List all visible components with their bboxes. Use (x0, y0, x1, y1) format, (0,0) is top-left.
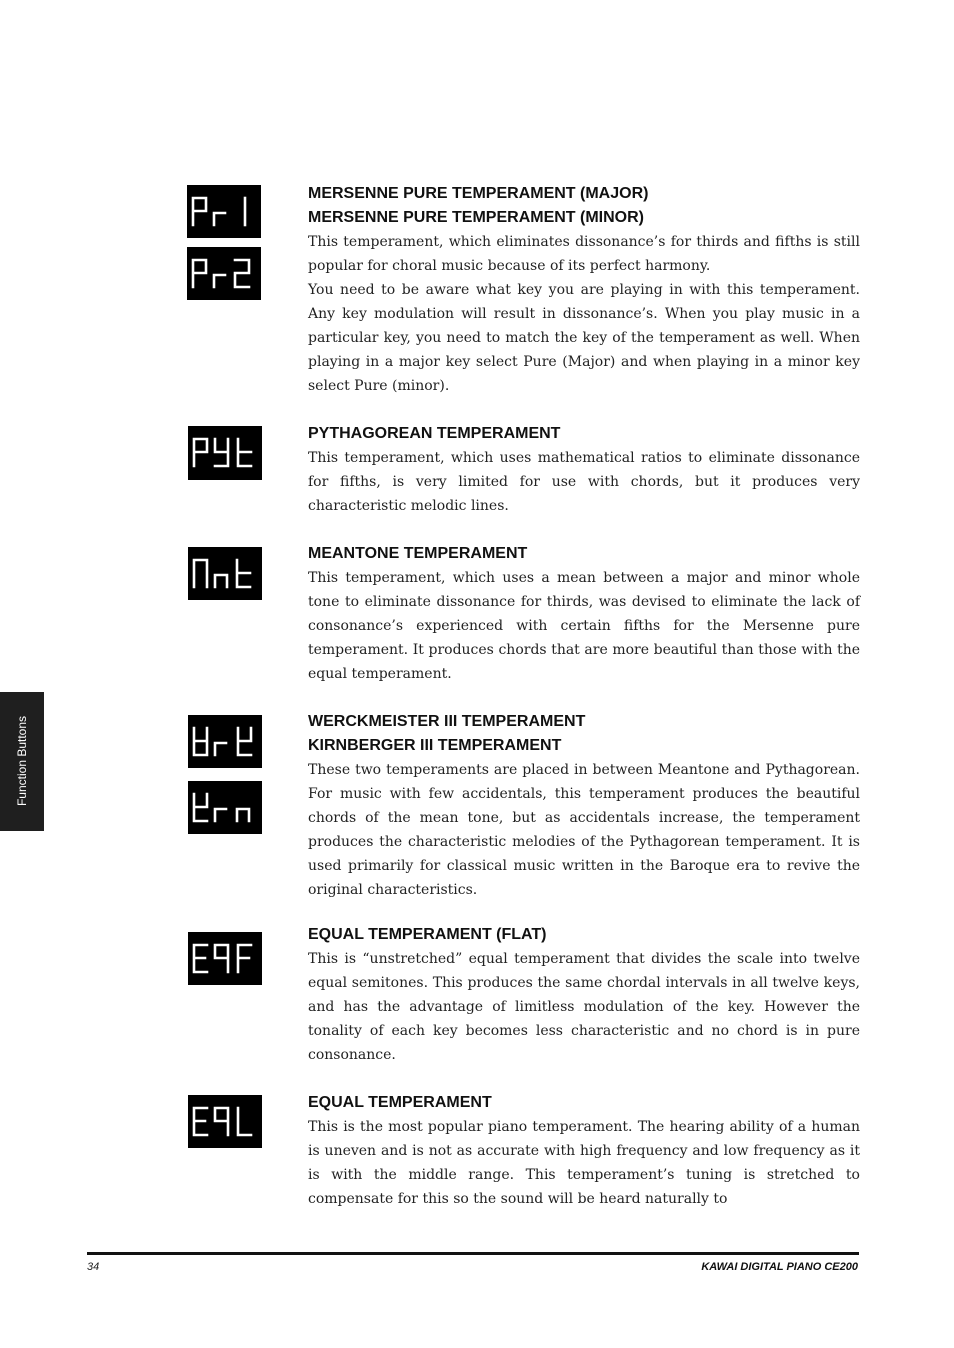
section-heading: EQUAL TEMPERAMENT (308, 1094, 492, 1111)
function-buttons-side-tab (0, 692, 44, 831)
section-paragraph: This temperament, which uses a mean between a major and minor whole tone to eliminate dissonance for thirds, was devised to eliminate the lack of consonance’s experienced with certain fifths for the Mersenne pure temperament. It produces chords that are more beautiful than those with the equal temperament. (308, 570, 860, 682)
section-heading: EQUAL TEMPERAMENT (FLAT) (308, 926, 547, 943)
section-paragraph: These two temperaments are placed in between Meantone and Pythagorean. For music with few accidentals, this temperament produces the beautiful chords of the mean tone, but as accidentals increase, the temperament produces the characteristic melodies of the Pythagorean temperament. It is used primarily for classical music written in the Baroque era to revive the original characteristics. (308, 762, 860, 898)
section-heading: MEANTONE TEMPERAMENT (308, 545, 528, 562)
lcd-display-pr1 (187, 185, 261, 238)
section-heading: WERCKMEISTER III TEMPERAMENT (308, 713, 586, 730)
page-number: 34 (87, 1261, 100, 1273)
section-paragraph: This is “unstretched” equal temperament that divides the scale into twelve equal semitones. This produces the same chordal intervals in all twelve keys, and has the advantage of limitless modulation of the key. However the tonality of each key becomes less characteristic and no chord is in pure consonance. (308, 951, 860, 1063)
section-heading: MERSENNE PURE TEMPERAMENT (MAJOR) (308, 185, 649, 202)
side-tab-label: Function Buttons (15, 715, 29, 807)
section-paragraph: You need to be aware what key you are playing in with this temperament. Any key modulation will result in dissonance’s. When you play music in a particular key, you need to match the key of the temperament as well. When playing in a major key select Pure (Major) and when playing in a minor key select Pure (minor). (308, 282, 860, 394)
lcd-display-mnt (188, 547, 262, 600)
lcd-display-eql (188, 1095, 262, 1148)
section-equal (308, 1091, 860, 1211)
lcd-display-wrk (188, 715, 262, 768)
section-paragraph: This temperament, which eliminates dissonance’s for thirds and fifths is still popular for choral music because of its perfect harmony. (308, 234, 860, 274)
lcd-display-pyt (188, 426, 262, 480)
footer-rule (87, 1252, 859, 1255)
lcd-display-krn (188, 781, 262, 834)
section-heading: MERSENNE PURE TEMPERAMENT (MINOR) (308, 209, 645, 226)
section-pythagorean (308, 422, 860, 518)
lcd-display-pr2 (187, 247, 261, 300)
section-equal-flat (308, 923, 860, 1067)
section-heading: KIRNBERGER III TEMPERAMENT (308, 737, 562, 754)
section-heading: PYTHAGOREAN TEMPERAMENT (308, 425, 561, 442)
section-mersenne-pure (308, 182, 860, 398)
footer-title: KAWAI DIGITAL PIANO CE200 (701, 1261, 858, 1273)
section-paragraph: This temperament, which uses mathematical ratios to eliminate dissonance for fifths, is very limited for use with chords, but it produces very characteristic melodic lines. (308, 450, 860, 514)
lcd-display-eqf (188, 932, 262, 985)
section-werckmeister-kirnberger (308, 710, 860, 902)
section-meantone (308, 542, 860, 686)
section-paragraph: This is the most popular piano temperament. The hearing ability of a human is uneven and is not as accurate with high frequency and low frequency as it is with the middle range. This temperament’s tuning is stretched to compensate for this so the sound will be heard naturally to (308, 1119, 860, 1207)
